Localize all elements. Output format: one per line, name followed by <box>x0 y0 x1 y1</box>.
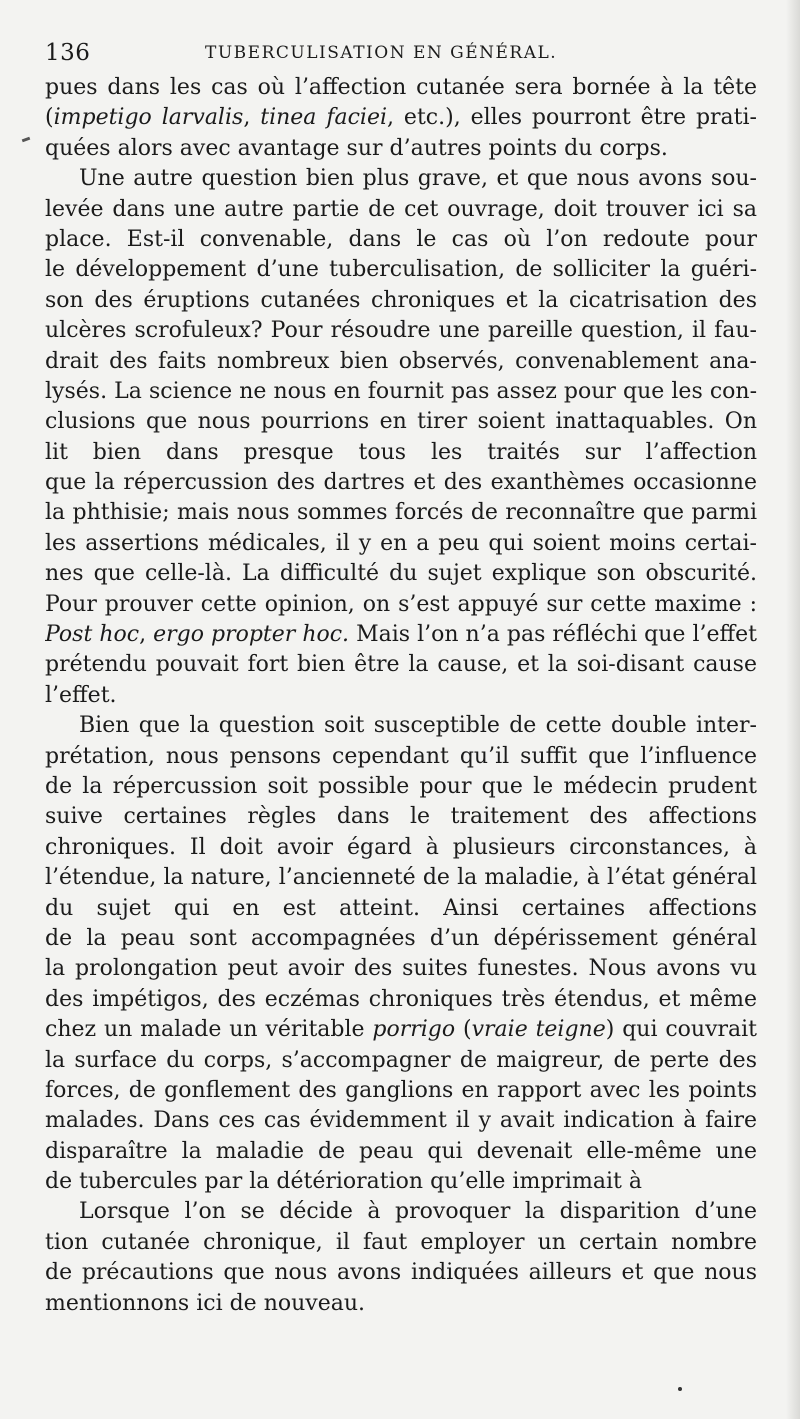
text-line <box>45 559 757 589</box>
text-segment: , <box>243 105 261 131</box>
text-line <box>45 650 757 680</box>
text-segment: Lorsque l’on se décide à provoquer la disparition d’une <box>79 1199 757 1225</box>
text-segment: de tubercules par la détérioration qu’elle imprimait à <box>45 1169 642 1195</box>
text-segment: drait des faits nombreux bien observés, convenablement ana- <box>45 348 757 374</box>
text-segment: ( <box>455 1017 472 1043</box>
text-line <box>45 195 757 225</box>
text-line <box>45 316 757 346</box>
text-line <box>45 1046 757 1076</box>
text-segment: levée dans une autre partie de cet ouvrage, doit trouver ici sa <box>45 196 757 222</box>
text-segment: chez un malade un véritable <box>45 1017 373 1043</box>
text-line <box>45 377 757 407</box>
text-segment: du sujet qui en est atteint. Ainsi certaines affections <box>45 895 757 921</box>
text-segment: que la répercussion des dartres et des exanthèmes occasionne <box>45 470 757 496</box>
text-segment: la surface du corps, s’accompagner de maigreur, de perte des <box>45 1047 757 1073</box>
text-segment: nes que celle-là. La difficulté du sujet explique son obscurité. <box>45 561 757 587</box>
text-line <box>45 1167 757 1197</box>
text-segment: tion cutanée chronique, il faut employer un certain nombre <box>45 1229 757 1255</box>
text-line <box>45 286 757 316</box>
text-line <box>45 73 757 103</box>
text-segment: les assertions médicales, il y en a peu qui soient moins certai- <box>45 530 757 556</box>
italic-text: vraie teigne <box>471 1017 606 1043</box>
page-header <box>45 40 757 70</box>
text-segment: ulcères scrofuleux? Pour résoudre une pareille question, il fau- <box>45 318 757 344</box>
text-line <box>45 1076 757 1106</box>
text-line <box>45 103 757 133</box>
text-segment: le développement d’une tuberculisation, de solliciter la guéri- <box>45 257 757 283</box>
text-line <box>45 620 757 650</box>
text-line <box>45 772 757 802</box>
text-segment: ( <box>45 105 54 131</box>
text-line <box>45 498 757 528</box>
text-line <box>45 711 757 741</box>
text-segment: Mais l’on n’a pas réfléchi que l’effet <box>349 622 757 648</box>
text-line <box>45 681 757 711</box>
text-line <box>45 863 757 893</box>
text-line <box>45 1015 757 1045</box>
text-segment: la phthisie; mais nous sommes forcés de reconnaître que parmi <box>45 500 757 526</box>
italic-text: impetigo larvalis <box>53 105 244 131</box>
text-line <box>45 438 757 468</box>
text-line <box>45 894 757 924</box>
text-segment: Une autre question bien plus grave, et que nous avons sou- <box>79 166 757 192</box>
text-segment: place. Est-il convenable, dans le cas où l’on redoute pour <box>45 226 757 252</box>
text-segment: Pour prouver cette opinion, on s’est appuyé sur cette maxime : <box>45 591 757 617</box>
text-segment: forces, de gonflement des ganglions en rapport avec les points <box>45 1077 757 1103</box>
body-text <box>45 73 757 1319</box>
text-segment: disparaître la maladie de peau qui devenait elle-même une <box>45 1138 757 1164</box>
text-line <box>45 255 757 285</box>
text-line <box>45 985 757 1015</box>
text-line <box>45 1106 757 1136</box>
text-line <box>45 1258 757 1288</box>
text-segment: lysés. La science ne nous en fournit pas assez pour que les con- <box>45 378 757 404</box>
text-segment: l’effet. <box>45 682 117 708</box>
italic-text: tinea faciei <box>260 105 388 131</box>
italic-text: Post hoc <box>45 622 140 648</box>
text-segment: son des éruptions cutanées chroniques et la cicatrisation des <box>45 287 757 313</box>
text-segment: chroniques. Il doit avoir égard à plusieurs circonstances, à <box>45 834 757 860</box>
text-line <box>45 802 757 832</box>
text-segment: malades. Dans ces cas évidemment il y avait indication à faire <box>45 1108 757 1134</box>
text-segment: la prolongation peut avoir des suites funestes. Nous avons vu <box>45 956 757 982</box>
text-segment: de la peau sont accompagnées d’un dépérissement général <box>45 925 757 951</box>
text-line <box>45 742 757 772</box>
text-segment: de précautions que nous avons indiquées ailleurs et que nous <box>45 1260 757 1286</box>
text-segment: l’étendue, la nature, l’ancienneté de la maladie, à l’état général <box>45 865 757 891</box>
text-segment: , <box>139 622 154 648</box>
text-line <box>45 468 757 498</box>
text-line <box>45 833 757 863</box>
text-line <box>45 590 757 620</box>
page-edge-shadow <box>786 0 800 1419</box>
text-segment: ) qui couvrait <box>605 1017 757 1043</box>
text-line <box>45 1289 757 1319</box>
margin-mark <box>22 137 31 143</box>
text-line <box>45 407 757 437</box>
text-line <box>45 529 757 559</box>
italic-text: ergo propter hoc. <box>153 622 350 648</box>
text-segment: pues dans les cas où l’affection cutanée sera bornée à la tête <box>45 75 757 100</box>
text-segment: clusions que nous pourrions en tirer soient inattaquables. On <box>45 409 757 435</box>
page-number: 136 <box>45 40 91 66</box>
text-line <box>45 1137 757 1167</box>
text-line <box>45 924 757 954</box>
text-line <box>45 225 757 255</box>
text-segment: , etc.), elles pourront être prati- <box>387 105 757 131</box>
text-line <box>45 164 757 194</box>
text-segment: des impétigos, des eczémas chroniques très étendus, et même <box>45 986 757 1012</box>
text-segment: de la répercussion soit possible pour que le médecin prudent <box>45 773 757 799</box>
text-segment: suive certaines règles dans le traitement des affections <box>45 804 757 830</box>
text-segment: prétation, nous pensons cependant qu’il suffit que l’influence <box>45 743 757 769</box>
text-line <box>45 347 757 377</box>
running-head: TUBERCULISATION EN GÉNÉRAL. <box>205 43 558 63</box>
print-speck <box>678 1387 682 1391</box>
text-segment: quées alors avec avantage sur d’autres points du corps. <box>45 135 668 161</box>
text-line <box>45 1228 757 1258</box>
text-line <box>45 134 757 164</box>
text-segment: Bien que la question soit susceptible de cette double inter- <box>79 713 757 739</box>
text-line <box>45 954 757 984</box>
text-line <box>45 1197 757 1227</box>
text-segment: lit bien dans presque tous les traités sur l’affection <box>45 439 757 465</box>
text-segment: mentionnons ici de nouveau. <box>45 1290 365 1316</box>
italic-text: porrigo <box>372 1017 456 1043</box>
text-segment: prétendu pouvait fort bien être la cause, et la soi-disant cause <box>45 652 757 678</box>
